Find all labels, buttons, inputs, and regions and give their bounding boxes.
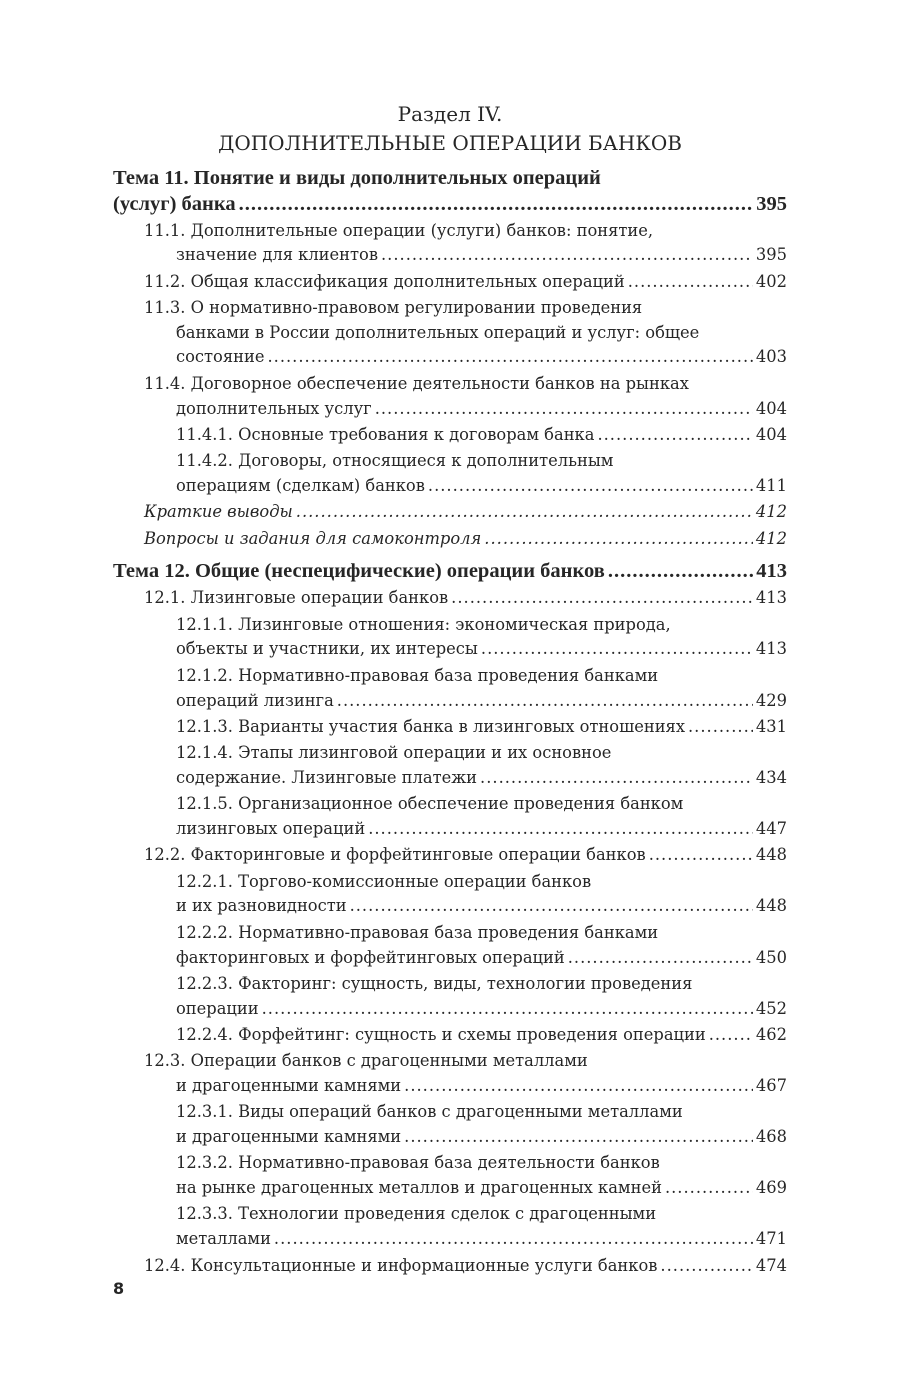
toc-line <box>113 664 787 689</box>
toc-entry-text: 12.3.3. Технологии проведения сделок с драгоценными <box>176 1204 657 1224</box>
toc-page-number: 403 <box>755 347 787 367</box>
section-heading: Раздел IV. <box>397 102 503 126</box>
toc-entry-text: объекты и участники, их интересы <box>176 639 478 659</box>
section-title: ДОПОЛНИТЕЛЬНЫЕ ОПЕРАЦИИ БАНКОВ <box>218 131 682 155</box>
dot-leader <box>649 843 753 868</box>
toc-line <box>113 449 787 474</box>
toc-entry-text: 11.4.2. Договоры, относящиеся к дополнительным <box>176 451 614 471</box>
toc-line <box>113 559 787 585</box>
toc-entry-text: Вопросы и задания для самоконтроля <box>144 528 482 548</box>
dot-leader <box>375 397 753 422</box>
toc-line <box>113 474 787 499</box>
toc-entry-text: и драгоценными камнями <box>176 1076 402 1095</box>
toc-page-number: 395 <box>756 192 787 215</box>
toc-section[interactable] <box>113 843 787 868</box>
toc-entry-text: операции <box>176 998 259 1018</box>
toc-line <box>113 792 787 817</box>
dot-leader <box>404 1125 753 1150</box>
toc-section[interactable] <box>113 1151 787 1201</box>
toc-entry-text: дополнительных услуг <box>176 398 372 418</box>
dot-leader <box>597 423 752 448</box>
toc-line <box>113 219 787 244</box>
toc-line <box>113 715 787 740</box>
toc-page-number: 412 <box>755 502 787 522</box>
toc-entry-text: Тема 11. Понятие и виды дополнительных операций <box>113 167 601 189</box>
toc-line <box>113 817 787 842</box>
toc-entry-text: 12.1.2. Нормативно-правовая база проведения банками <box>176 665 659 685</box>
dot-leader <box>480 766 753 791</box>
toc-section[interactable] <box>113 586 787 611</box>
dot-leader <box>350 894 753 919</box>
toc-line <box>113 921 787 946</box>
toc-line <box>113 500 787 525</box>
toc-entry-text: на рынке драгоценных металлов и драгоценных камней <box>176 1178 662 1198</box>
toc-line <box>113 527 787 552</box>
toc-entry-text: Тема 12. Общие (неспецифические) операции банков <box>113 560 605 583</box>
toc-line <box>113 192 787 218</box>
toc-section[interactable] <box>113 613 787 663</box>
toc-line <box>113 372 787 397</box>
toc-entry-text: 12.3. Операции банков с драгоценными металлами <box>144 1051 588 1071</box>
toc-line <box>113 637 787 662</box>
toc-section[interactable] <box>113 870 787 920</box>
dot-leader <box>337 689 753 714</box>
toc-page-number: 448 <box>755 845 787 865</box>
toc-section[interactable] <box>113 219 787 269</box>
toc-section[interactable] <box>113 1049 787 1099</box>
toc-line <box>113 397 787 422</box>
toc-line <box>113 423 787 448</box>
toc-entry-text: (услуг) банка <box>113 192 236 215</box>
toc-page-number: 431 <box>755 716 787 736</box>
toc-page-number: 429 <box>755 690 787 710</box>
dot-leader <box>568 946 753 971</box>
toc-line <box>113 1100 787 1125</box>
toc-page-number: 413 <box>756 560 787 583</box>
toc-entry-text: 11.4. Договорное обеспечение деятельности банков на рынках <box>144 373 689 393</box>
toc-line <box>113 946 787 971</box>
dot-leader <box>688 715 753 740</box>
toc-section[interactable] <box>113 741 787 791</box>
toc-entry-text: 12.1.4. Этапы лизинговой операции и их основное <box>176 743 612 763</box>
toc-entry-text: и драгоценными камнями <box>176 1127 402 1147</box>
toc-line <box>113 1202 787 1227</box>
toc-section[interactable] <box>113 270 787 295</box>
dot-leader <box>239 192 754 218</box>
toc-page-number: 402 <box>755 271 787 291</box>
dot-leader <box>608 559 753 585</box>
toc-page-number: 468 <box>755 1127 787 1147</box>
toc-line <box>113 1074 787 1099</box>
toc-page-number: 450 <box>755 947 787 967</box>
toc-page-number: 452 <box>755 998 787 1018</box>
toc-entry-text: 12.4. Консультационные и информационные услуги банков <box>144 1255 658 1275</box>
toc-line <box>113 1023 787 1048</box>
dot-leader <box>267 345 752 370</box>
toc-entry-text: 12.3.2. Нормативно-правовая база деятельности банков <box>176 1153 660 1173</box>
toc-page-number: 467 <box>755 1076 787 1095</box>
toc-entry-text: 12.2.1. Торгово-комиссионные операции банков <box>176 871 592 891</box>
toc-entry-text: 11.2. Общая классификация дополнительных операций <box>144 271 625 291</box>
toc-section[interactable] <box>113 792 787 842</box>
toc-page-number: 413 <box>755 639 787 659</box>
toc-page-number: 471 <box>755 1229 787 1249</box>
toc-section[interactable] <box>113 1023 787 1048</box>
toc-entry-text: и их разновидности <box>176 896 347 916</box>
toc-section[interactable] <box>113 423 787 448</box>
toc-line <box>113 843 787 868</box>
toc-summary-item[interactable] <box>113 527 787 552</box>
toc-section[interactable] <box>113 1100 787 1150</box>
toc-page-number: 411 <box>755 475 787 495</box>
toc-entry-text: 11.4.1. Основные требования к договорам банка <box>176 424 595 444</box>
toc-line <box>113 1227 787 1252</box>
dot-leader <box>381 243 753 268</box>
page-number: 8 <box>113 1279 125 1298</box>
toc-line <box>113 345 787 370</box>
dot-leader <box>274 1227 753 1252</box>
toc-line <box>113 586 787 611</box>
toc-entry-text: 12.1.1. Лизинговые отношения: экономическая природа, <box>176 614 671 634</box>
toc-entry-text: 12.2.3. Факторинг: сущность, виды, технологии проведения <box>176 973 693 993</box>
dot-leader <box>451 586 753 611</box>
toc-line <box>113 894 787 919</box>
toc-page-number: 469 <box>755 1178 787 1198</box>
toc-entry-text: 11.1. Дополнительные операции (услуги) банков: понятие, <box>144 220 654 240</box>
toc-section[interactable] <box>113 296 787 370</box>
toc-page-number: 404 <box>755 424 787 444</box>
toc-line <box>113 166 787 192</box>
toc-entry-text: лизинговых операций <box>176 819 366 839</box>
toc-page-number: 413 <box>755 588 787 608</box>
toc-entry-text: операций лизинга <box>176 690 334 710</box>
dot-leader <box>660 1254 753 1279</box>
dot-leader <box>628 270 753 295</box>
toc-entry-text: 12.2. Факторинговые и форфейтинговые операции банков <box>144 845 646 865</box>
toc-line <box>113 870 787 895</box>
dot-leader <box>484 527 753 552</box>
toc-entry-text: содержание. Лизинговые платежи <box>176 767 478 787</box>
toc-page-number: 404 <box>755 398 787 418</box>
toc-entry-text: 12.1. Лизинговые операции банков <box>144 588 449 608</box>
toc-section[interactable] <box>113 1254 787 1279</box>
toc-line <box>113 1125 787 1150</box>
toc-entry-text: факторинговых и форфейтинговых операций <box>176 947 565 967</box>
toc-section[interactable] <box>113 1202 787 1252</box>
toc-chapter[interactable] <box>113 559 787 585</box>
toc-line <box>113 296 787 321</box>
toc-section[interactable] <box>113 921 787 971</box>
toc-entry-text: 12.3.1. Виды операций банков с драгоценными металлами <box>176 1102 683 1122</box>
toc-entry-text: металлами <box>176 1229 271 1249</box>
toc-page-number: 447 <box>755 819 787 839</box>
dot-leader <box>709 1023 753 1048</box>
toc-section[interactable] <box>113 972 787 1022</box>
toc-section[interactable] <box>113 372 787 422</box>
toc-line <box>113 1254 787 1279</box>
toc-entry-text: банками в России дополнительных операций и услуг: общее <box>176 322 700 342</box>
toc-page-number: 412 <box>755 528 787 548</box>
toc-chapter[interactable] <box>113 166 787 217</box>
toc-entry-text: значение для клиентов <box>176 245 378 265</box>
toc-line <box>113 997 787 1022</box>
dot-leader <box>428 474 753 499</box>
toc-section[interactable] <box>113 449 787 499</box>
toc-line <box>113 1151 787 1176</box>
toc-line <box>113 689 787 714</box>
toc-entry-text: 11.3. О нормативно-правовом регулировании проведения <box>144 297 643 317</box>
toc-line <box>113 1176 787 1201</box>
toc-line <box>113 741 787 766</box>
dot-leader <box>296 500 753 525</box>
toc-entry-text: 12.2.2. Нормативно-правовая база проведения банками <box>176 922 659 942</box>
dot-leader <box>404 1074 753 1099</box>
toc-page-number: 448 <box>755 896 787 916</box>
toc-entry-text: 12.1.5. Организационное обеспечение проведения банком <box>176 794 684 814</box>
toc-entry-text: Краткие выводы <box>144 502 293 522</box>
toc-page-number: 462 <box>755 1024 787 1044</box>
toc-page-number: 474 <box>755 1255 787 1275</box>
toc-page-number: 434 <box>755 767 787 787</box>
dot-leader <box>368 817 753 842</box>
toc-page-number: 395 <box>755 245 787 265</box>
toc-entry-text: операциям (сделкам) банков <box>176 475 425 495</box>
toc-line <box>113 1049 787 1074</box>
toc-section[interactable] <box>113 664 787 714</box>
toc-line <box>113 270 787 295</box>
dot-leader <box>262 997 753 1022</box>
toc-line <box>113 243 787 268</box>
dot-leader <box>665 1176 753 1201</box>
toc-entry-text: 12.2.4. Форфейтинг: сущность и схемы проведения операции <box>176 1024 706 1044</box>
toc-entry-text: 12.1.3. Варианты участия банка в лизинговых отношениях <box>176 716 685 736</box>
toc-line <box>113 321 787 346</box>
toc-line <box>113 972 787 997</box>
toc-summary-item[interactable] <box>113 500 787 525</box>
toc-line <box>113 766 787 791</box>
table-of-contents <box>113 166 787 1278</box>
toc-line <box>113 613 787 638</box>
toc-section[interactable] <box>113 715 787 740</box>
dot-leader <box>481 637 753 662</box>
toc-entry-text: состояние <box>176 347 265 367</box>
